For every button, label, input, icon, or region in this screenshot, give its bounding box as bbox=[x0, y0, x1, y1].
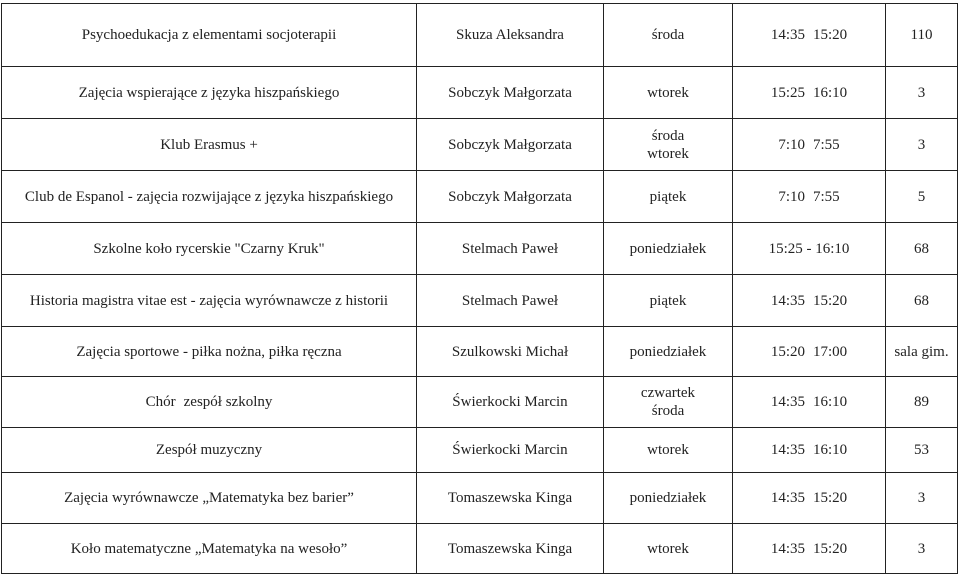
time-cell bbox=[733, 327, 886, 377]
time-cell bbox=[733, 428, 886, 473]
room-cell: 68 bbox=[886, 275, 958, 327]
time-start: 14:35 bbox=[770, 27, 805, 43]
time-end: 15:20 bbox=[813, 27, 848, 43]
time-end: 15:20 bbox=[813, 292, 848, 309]
table-row bbox=[2, 223, 958, 275]
time-end: 17:00 bbox=[813, 343, 848, 360]
activity-cell: Historia magistra vitae est - zajęcia wyrównawcze z historii bbox=[2, 275, 417, 327]
table-row bbox=[2, 428, 958, 473]
time-start: 15:20 bbox=[770, 343, 805, 360]
room-cell: 3 bbox=[886, 67, 958, 119]
teacher-cell: Sobczyk Małgorzata bbox=[417, 67, 604, 119]
day-cell bbox=[604, 119, 733, 171]
table-row bbox=[2, 377, 958, 428]
time-start: 14:35 bbox=[770, 490, 805, 506]
day-cell: piątek bbox=[604, 171, 733, 223]
room-cell: 5 bbox=[886, 171, 958, 223]
teacher-cell: Sobczyk Małgorzata bbox=[417, 171, 604, 223]
table-row bbox=[2, 524, 958, 574]
day-cell: środa bbox=[604, 4, 733, 67]
teacher-cell: Stelmach Paweł bbox=[417, 223, 604, 275]
day-cell: poniedziałek bbox=[604, 327, 733, 377]
time-cell bbox=[733, 377, 886, 428]
activity-cell: Klub Erasmus + bbox=[2, 119, 417, 171]
activity-cell: Koło matematyczne „Matematyka na wesoło” bbox=[2, 524, 417, 574]
time-start: 14:35 bbox=[770, 292, 805, 309]
table-row bbox=[2, 327, 958, 377]
activity-cell: Zajęcia wspierające z języka hiszpańskiego bbox=[2, 67, 417, 119]
schedule-table bbox=[1, 3, 958, 574]
day-line: wtorek bbox=[647, 145, 689, 162]
time-end: 16:10 bbox=[813, 394, 848, 410]
room-cell: 3 bbox=[886, 524, 958, 574]
day-line: czwartek bbox=[640, 385, 696, 401]
teacher-cell: Świerkocki Marcin bbox=[417, 377, 604, 428]
day-cell: wtorek bbox=[604, 524, 733, 574]
time-cell bbox=[733, 473, 886, 524]
time-start: 14:35 bbox=[770, 442, 805, 458]
activity-cell bbox=[2, 377, 417, 428]
room-cell: 3 bbox=[886, 473, 958, 524]
time-end: 16:10 bbox=[813, 442, 848, 458]
time-end: 15:20 bbox=[813, 540, 848, 557]
room-cell: sala gim. bbox=[886, 327, 958, 377]
activity-part: zespół szkolny bbox=[183, 394, 273, 410]
teacher-cell: Szulkowski Michał bbox=[417, 327, 604, 377]
day-cell: piątek bbox=[604, 275, 733, 327]
time-start: 7:10 bbox=[778, 136, 805, 153]
day-line: środa bbox=[651, 127, 685, 144]
time-cell: 15:25 - 16:10 bbox=[733, 223, 886, 275]
time-cell bbox=[733, 171, 886, 223]
teacher-cell: Świerkocki Marcin bbox=[417, 428, 604, 473]
time-end: 16:10 bbox=[813, 84, 848, 101]
teacher-cell: Tomaszewska Kinga bbox=[417, 473, 604, 524]
room-cell: 89 bbox=[886, 377, 958, 428]
table-row bbox=[2, 275, 958, 327]
table-row bbox=[2, 171, 958, 223]
time-cell bbox=[733, 67, 886, 119]
day-cell: wtorek bbox=[604, 428, 733, 473]
day-line: środa bbox=[651, 403, 685, 419]
room-cell: 110 bbox=[886, 4, 958, 67]
teacher-cell: Skuza Aleksandra bbox=[417, 4, 604, 67]
activity-cell: Szkolne koło rycerskie "Czarny Kruk" bbox=[2, 223, 417, 275]
teacher-cell: Tomaszewska Kinga bbox=[417, 524, 604, 574]
time-cell bbox=[733, 4, 886, 67]
day-cell bbox=[604, 377, 733, 428]
table-row bbox=[2, 119, 958, 171]
activity-cell: Club de Espanol - zajęcia rozwijające z języka hiszpańskiego bbox=[2, 171, 417, 223]
day-cell: poniedziałek bbox=[604, 223, 733, 275]
activity-cell: Zespół muzyczny bbox=[2, 428, 417, 473]
time-start: 14:35 bbox=[770, 540, 805, 557]
time-end: 7:55 bbox=[813, 188, 840, 205]
time-cell bbox=[733, 119, 886, 171]
table-row bbox=[2, 67, 958, 119]
time-start: 15:25 bbox=[770, 84, 805, 101]
table-row bbox=[2, 4, 958, 67]
time-cell bbox=[733, 275, 886, 327]
activity-cell: Zajęcia wyrównawcze „Matematyka bez barier” bbox=[2, 473, 417, 524]
table-row bbox=[2, 473, 958, 524]
time-end: 7:55 bbox=[813, 136, 840, 153]
activity-part: Chór bbox=[145, 394, 176, 410]
room-cell: 53 bbox=[886, 428, 958, 473]
teacher-cell: Stelmach Paweł bbox=[417, 275, 604, 327]
day-cell: poniedziałek bbox=[604, 473, 733, 524]
time-start: 7:10 bbox=[778, 188, 805, 205]
time-start: 14:35 bbox=[770, 394, 805, 410]
room-cell: 3 bbox=[886, 119, 958, 171]
activity-cell: Zajęcia sportowe - piłka nożna, piłka ręczna bbox=[2, 327, 417, 377]
activity-cell: Psychoedukacja z elementami socjoterapii bbox=[2, 4, 417, 67]
teacher-cell: Sobczyk Małgorzata bbox=[417, 119, 604, 171]
day-cell: wtorek bbox=[604, 67, 733, 119]
time-end: 15:20 bbox=[813, 490, 848, 506]
time-cell bbox=[733, 524, 886, 574]
room-cell: 68 bbox=[886, 223, 958, 275]
